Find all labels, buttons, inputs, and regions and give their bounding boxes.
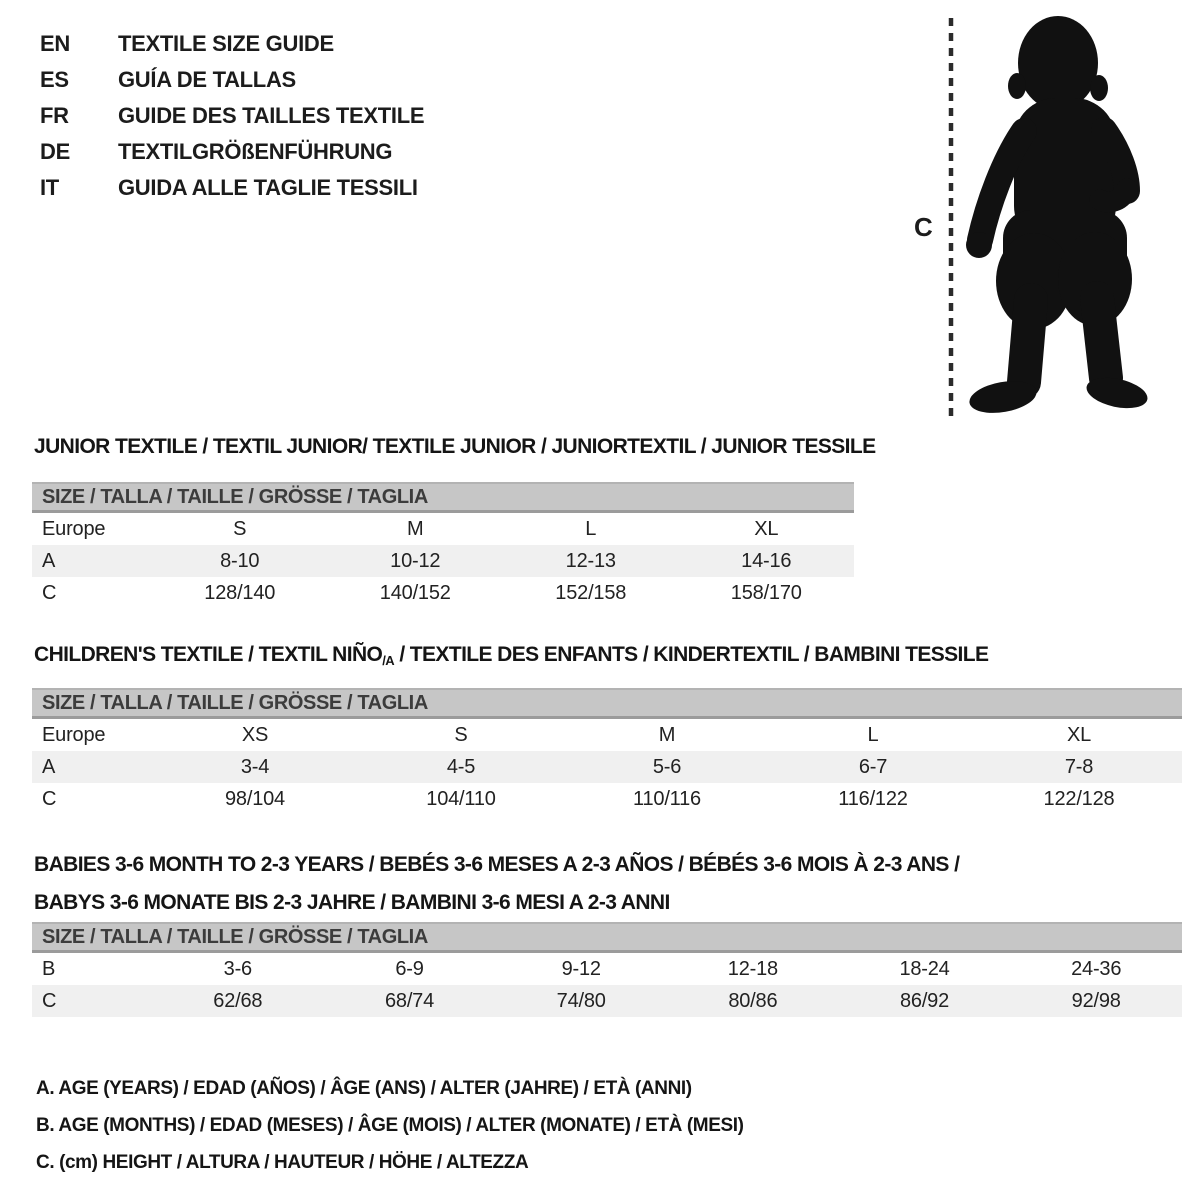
table-cell: 4-5	[446, 756, 476, 778]
table-cell: 5-6	[652, 756, 682, 778]
table-cell: B	[42, 958, 56, 980]
table-cell: A	[42, 550, 56, 572]
legend-line-c: C. (cm) HEIGHT / ALTURA / HAUTEUR / HÖHE / ALTEZZA	[36, 1152, 529, 1173]
table-cell: 14-16	[741, 550, 792, 572]
section-title-babies	[34, 846, 959, 922]
section-title-junior: JUNIOR TEXTILE / TEXTIL JUNIOR/ TEXTILE JUNIOR / JUNIORTEXTIL / JUNIOR TESSILE	[34, 435, 876, 458]
language-row-de	[40, 134, 424, 170]
table-cell: C	[42, 582, 57, 604]
table-cell: 12-18	[727, 958, 778, 980]
table-cell: Europe	[42, 724, 106, 746]
table-cell: 24-36	[1071, 958, 1122, 980]
legend-line-a: A. AGE (YEARS) / EDAD (AÑOS) / ÂGE (ANS) / ALTER (JAHRE) / ETÀ (ANNI)	[36, 1078, 692, 1099]
table-cell: S	[233, 518, 247, 540]
table-row	[32, 783, 1182, 815]
language-code: EN	[40, 31, 70, 56]
table-cell: M	[658, 724, 676, 746]
section-title-line2: BABYS 3-6 MONATE BIS 2-3 JAHRE / BAMBINI 3-6 MESI A 2-3 ANNI	[34, 891, 670, 914]
guide-title-es: GUÍA DE TALLAS	[118, 67, 296, 92]
table-cell: 18-24	[899, 958, 950, 980]
table-cell: 122/128	[1043, 788, 1115, 810]
table-cell: 10-12	[390, 550, 441, 572]
table-cell: XS	[241, 724, 269, 746]
language-row-it	[40, 170, 424, 206]
toddler-silhouette-icon	[900, 0, 1200, 430]
legend-line-b: B. AGE (MONTHS) / EDAD (MESES) / ÂGE (MOIS) / ALTER (MONATE) / ETÀ (MESI)	[36, 1115, 744, 1136]
table-cell: 80/86	[728, 990, 778, 1012]
section-title-children	[34, 642, 988, 670]
table-cell: 158/170	[730, 582, 802, 604]
table-cell: 86/92	[899, 990, 950, 1012]
table-cell: C	[42, 788, 57, 810]
table-row	[32, 751, 1182, 783]
section-title-subscript: /A	[382, 652, 395, 668]
table-cell: 3-4	[240, 756, 270, 778]
table-cell: 6-7	[858, 756, 888, 778]
language-code: ES	[40, 67, 69, 92]
table-cell: Europe	[42, 518, 106, 540]
table-cell: 7-8	[1064, 756, 1094, 778]
size-header-bar: SIZE / TALLA / TAILLE / GRÖSSE / TAGLIA	[32, 688, 1182, 719]
table-cell: 62/68	[213, 990, 263, 1012]
table-cell: 68/74	[384, 990, 435, 1012]
table-cell: 152/158	[555, 582, 627, 604]
guide-title-en: TEXTILE SIZE GUIDE	[118, 31, 334, 56]
babies-size-table	[32, 922, 1182, 1017]
table-cell: 140/152	[379, 582, 451, 604]
table-row	[32, 545, 854, 577]
size-header-bar: SIZE / TALLA / TAILLE / GRÖSSE / TAGLIA	[32, 482, 854, 513]
language-code: DE	[40, 139, 70, 164]
table-cell: A	[42, 756, 56, 778]
table-cell: S	[454, 724, 468, 746]
section-title-text: / TEXTILE DES ENFANTS / KINDERTEXTIL / BAMBINI TESSILE	[394, 643, 989, 666]
guide-title-de: TEXTILGRÖßENFÜHRUNG	[118, 139, 393, 164]
children-size-table	[32, 688, 1182, 815]
junior-size-table	[32, 482, 854, 609]
table-cell: 3-6	[223, 958, 252, 980]
table-cell: 8-10	[220, 550, 260, 572]
table-cell: L	[867, 724, 879, 746]
table-cell: C	[42, 990, 57, 1012]
guide-title-it: GUIDA ALLE TAGLIE TESSILI	[118, 175, 418, 200]
table-cell: 74/80	[556, 990, 606, 1012]
language-row-es	[40, 62, 424, 98]
table-cell: M	[407, 518, 424, 540]
table-cell: 116/122	[838, 788, 908, 810]
language-code: FR	[40, 103, 69, 128]
section-title-text: CHILDREN'S TEXTILE / TEXTIL NIÑO	[34, 643, 383, 666]
table-cell: 110/116	[633, 788, 701, 810]
table-cell: 98/104	[225, 788, 285, 810]
language-title-list	[40, 26, 424, 206]
table-cell: XL	[754, 518, 779, 540]
table-row	[32, 985, 1182, 1017]
table-row	[32, 719, 1182, 751]
guide-title-fr: GUIDE DES TAILLES TEXTILE	[118, 103, 425, 128]
table-cell: 128/140	[204, 582, 276, 604]
measurement-legend	[36, 1070, 744, 1181]
language-code: IT	[40, 175, 59, 200]
language-row-en	[40, 26, 424, 62]
table-cell: L	[585, 518, 597, 540]
table-row	[32, 513, 854, 545]
size-header-bar: SIZE / TALLA / TAILLE / GRÖSSE / TAGLIA	[32, 922, 1182, 953]
language-row-fr	[40, 98, 424, 134]
table-cell: 9-12	[561, 958, 601, 980]
section-title-line1: BABIES 3-6 MONTH TO 2-3 YEARS / BEBÉS 3-6 MESES A 2-3 AÑOS / BÉBÉS 3-6 MOIS À 2-3 ANS /	[34, 853, 960, 876]
table-row	[32, 577, 854, 609]
table-cell: 104/110	[426, 788, 496, 810]
table-cell: XL	[1066, 724, 1092, 746]
table-cell: 92/98	[1071, 990, 1121, 1012]
table-row	[32, 953, 1182, 985]
height-measure-label: C	[914, 212, 933, 242]
table-cell: 6-9	[395, 958, 424, 980]
table-cell: 12-13	[565, 550, 616, 572]
